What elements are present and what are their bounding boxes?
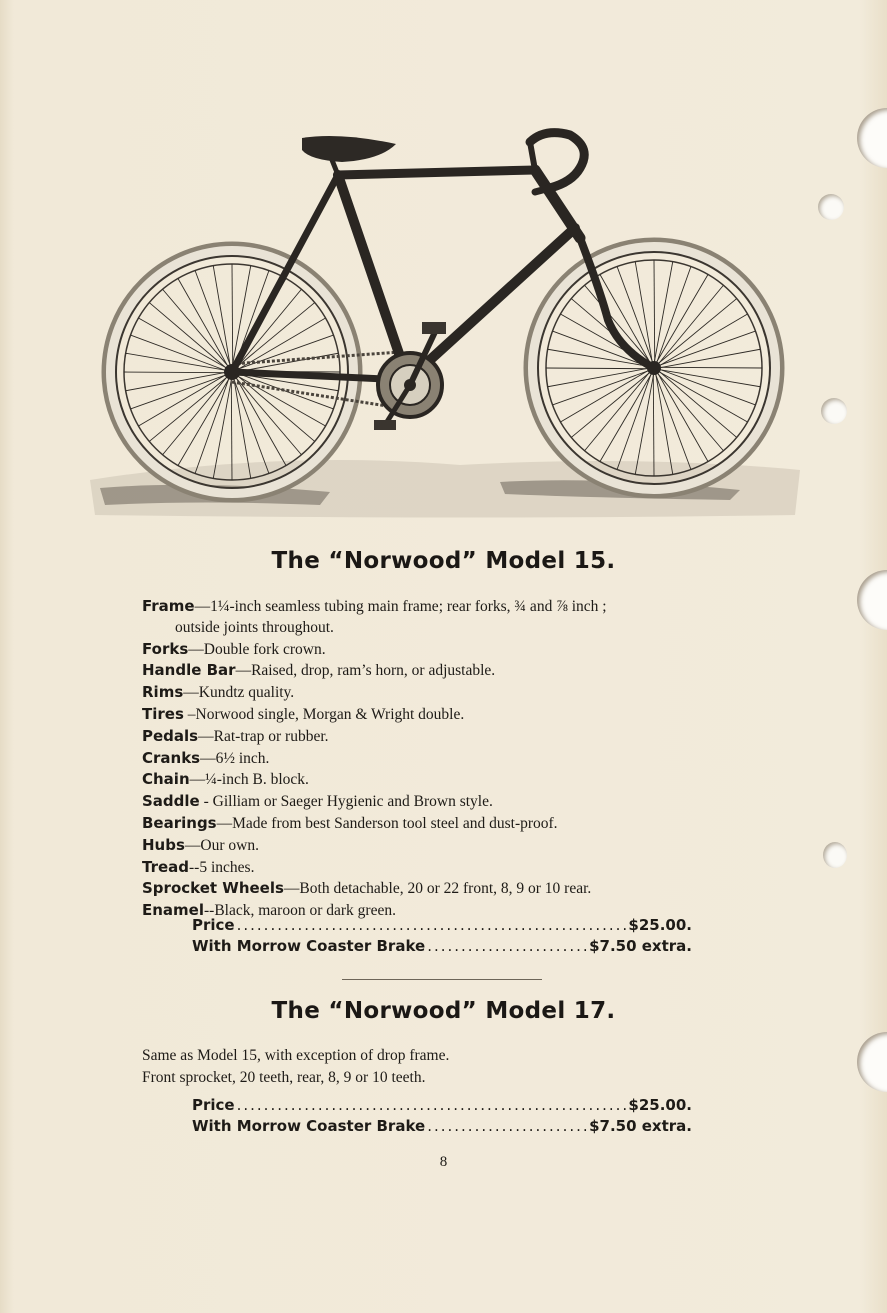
spec-chain: Chain—¼-inch B. block. <box>142 770 309 789</box>
wheel-spoke <box>660 314 748 366</box>
spec-tires: Tires –Norwood single, Morgan & Wright double. <box>142 704 465 723</box>
binder-hole <box>821 398 847 424</box>
binder-notch <box>857 1032 887 1092</box>
price-value: $25.00. <box>628 1096 692 1114</box>
wheel-spoke <box>178 378 230 466</box>
price-label: Price <box>192 1096 235 1114</box>
model-17-price-row <box>192 1096 692 1114</box>
brake-value: $7.50 extra. <box>589 937 692 955</box>
spec-saddle: Saddle - Gilliam or Saeger Hygienic and Brown style. <box>142 792 493 811</box>
model-17-brake-row <box>192 1117 692 1135</box>
dot-leader <box>427 1117 587 1135</box>
dot-leader <box>237 1096 627 1114</box>
spec-bearings: Bearings—Made from best Sanderson tool steel and dust-proof. <box>142 813 558 832</box>
spec-cranks: Cranks—6½ inch. <box>142 748 270 767</box>
binder-hole <box>818 194 844 220</box>
wheel-spoke <box>553 371 649 405</box>
binder-hole <box>823 842 847 868</box>
wheel-spoke <box>660 367 762 368</box>
wheel-spoke <box>660 349 760 367</box>
wheel-spoke <box>617 373 651 469</box>
wheel-spoke <box>131 375 227 409</box>
wheel-spoke <box>163 376 228 455</box>
bicycle-illustration <box>80 120 810 530</box>
wheel-spoke <box>658 285 723 364</box>
spec-hubs: Hubs—Our own. <box>142 835 259 854</box>
wheel-spoke <box>656 274 708 362</box>
wheel-spoke <box>124 372 226 373</box>
wheel-spoke <box>658 299 737 364</box>
wheel-spoke <box>138 374 226 426</box>
wheel-spoke <box>657 267 691 363</box>
spec-rims: Rims—Kundtz quality. <box>142 683 295 702</box>
wheel-spoke <box>600 374 652 462</box>
wheel-spoke <box>654 262 672 362</box>
brake-value: $7.50 extra. <box>589 1117 692 1135</box>
spec-frame: Frame—1¼-inch seamless tubing main frame; rear forks, ¾ and ⅞ inch ; <box>142 597 607 615</box>
brake-label: With Morrow Coaster Brake <box>192 937 426 955</box>
wheel-spoke <box>560 370 648 422</box>
description-line: Front sprocket, 20 teeth, rear, 8, 9 or 10 teeth. <box>142 1068 426 1086</box>
dot-leader <box>237 916 627 934</box>
wheel-spoke <box>126 372 226 390</box>
wheel-spoke <box>232 264 233 366</box>
model-15-spec-list <box>142 596 762 922</box>
wheel-spoke <box>548 368 648 386</box>
brake-label: With Morrow Coaster Brake <box>192 1117 426 1135</box>
wheel-spoke <box>585 372 650 451</box>
section-divider <box>342 979 542 980</box>
spec-handle-bar: Handle Bar—Raised, drop, ram’s horn, or adjustable. <box>142 661 496 680</box>
wheel-spoke <box>659 331 755 365</box>
spec-forks: Forks—Double fork crown. <box>142 639 326 658</box>
wheel-spoke <box>546 368 648 369</box>
model-15-price-row <box>192 916 692 934</box>
price-label: Price <box>192 916 235 934</box>
dot-leader <box>427 937 587 955</box>
spec-frame-continued: outside joints throughout. <box>175 618 334 636</box>
model-15-brake-row <box>192 937 692 955</box>
wheel-spoke <box>213 378 231 478</box>
wheel-spoke <box>635 374 653 474</box>
model-17-title: The “Norwood” Model 17. <box>271 998 616 1024</box>
wheel-spoke <box>149 376 228 441</box>
binder-notch <box>857 108 887 168</box>
wheel-spoke <box>654 260 655 362</box>
page-number: 8 <box>439 1154 448 1170</box>
binder-notch <box>857 570 887 630</box>
model-15-title: The “Norwood” Model 15. <box>271 548 616 574</box>
price-value: $25.00. <box>628 916 692 934</box>
model-17-description <box>142 1045 762 1088</box>
wheel-spoke <box>195 377 229 473</box>
spec-pedals: Pedals—Rat-trap or rubber. <box>142 726 329 745</box>
wheel-spoke <box>653 374 654 476</box>
wheel-spoke <box>571 372 650 437</box>
spec-tread: Tread--5 inches. <box>142 857 255 876</box>
description-line: Same as Model 15, with exception of drop frame. <box>142 1047 450 1064</box>
spec-sprocket-wheels: Sprocket Wheels—Both detachable, 20 or 22 front, 8, 9 or 10 rear. <box>142 879 592 898</box>
spec-enamel: Enamel--Black, maroon or dark green. <box>142 901 396 920</box>
